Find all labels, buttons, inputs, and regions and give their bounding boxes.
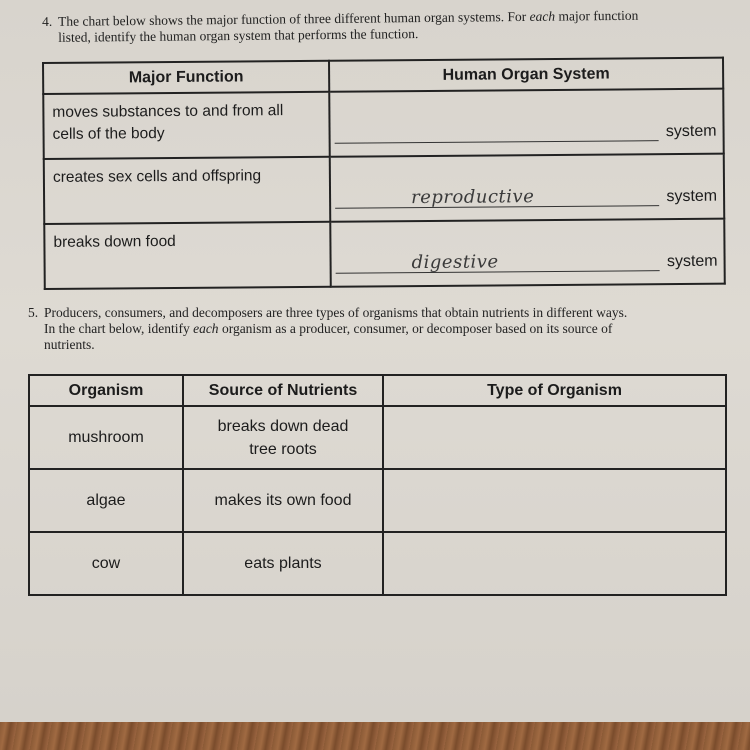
system-label: system xyxy=(666,252,718,271)
source-cell: makes its own food xyxy=(183,469,383,532)
answer-line xyxy=(336,270,660,274)
question-number: 5. xyxy=(28,305,39,320)
table-row xyxy=(29,406,726,469)
question-number: 4. xyxy=(42,13,53,29)
question-4-text: 4. The chart below shows the major function of three different human organ systems. For each major function listed, identify the human organ system that performs the function. xyxy=(42,7,639,45)
system-label: system xyxy=(666,187,718,206)
system-label: system xyxy=(665,122,717,141)
answer-cell[interactable] xyxy=(329,89,723,157)
handwritten-answer: reproductive xyxy=(410,186,535,209)
organism-cell: algae xyxy=(29,469,183,532)
answer-cell[interactable] xyxy=(330,219,724,287)
source-cell: eats plants xyxy=(183,532,383,595)
header-human-organ-system: Human Organ System xyxy=(329,58,723,92)
header-type-of-organism: Type of Organism xyxy=(383,375,726,406)
table-row xyxy=(29,532,726,595)
header-major-function: Major Function xyxy=(43,61,329,94)
header-source-of-nutrients: Source of Nutrients xyxy=(183,375,383,406)
answer-line xyxy=(335,140,659,144)
organism-cell: cow xyxy=(29,532,183,595)
question-5-text: 5. Producers, consumers, and decomposers are three types of organisms that obtain nutrients in different ways. In the chart below, identify each organism as a producer, consumer, or decomposer based on its source of nutrients. xyxy=(28,305,628,352)
function-cell: creates sex cells and offspring xyxy=(44,157,331,224)
organism-cell: mushroom xyxy=(29,406,183,469)
function-cell: moves substances to and from all cells of the body xyxy=(43,92,330,159)
function-cell: breaks down food xyxy=(44,222,331,289)
table-row xyxy=(43,89,723,159)
type-answer-cell[interactable] xyxy=(383,469,726,532)
table-row xyxy=(44,219,724,289)
answer-line xyxy=(335,205,659,209)
organ-system-table xyxy=(42,57,726,290)
organism-table xyxy=(28,374,727,596)
type-answer-cell[interactable] xyxy=(383,406,726,469)
handwritten-answer: digestive xyxy=(411,251,499,274)
wooden-table-edge xyxy=(0,722,750,750)
header-organism: Organism xyxy=(29,375,183,406)
answer-cell[interactable] xyxy=(330,154,724,222)
type-answer-cell[interactable] xyxy=(383,532,726,595)
table-row xyxy=(29,469,726,532)
table-row xyxy=(44,154,724,224)
source-cell: breaks down dead tree roots xyxy=(183,406,383,469)
